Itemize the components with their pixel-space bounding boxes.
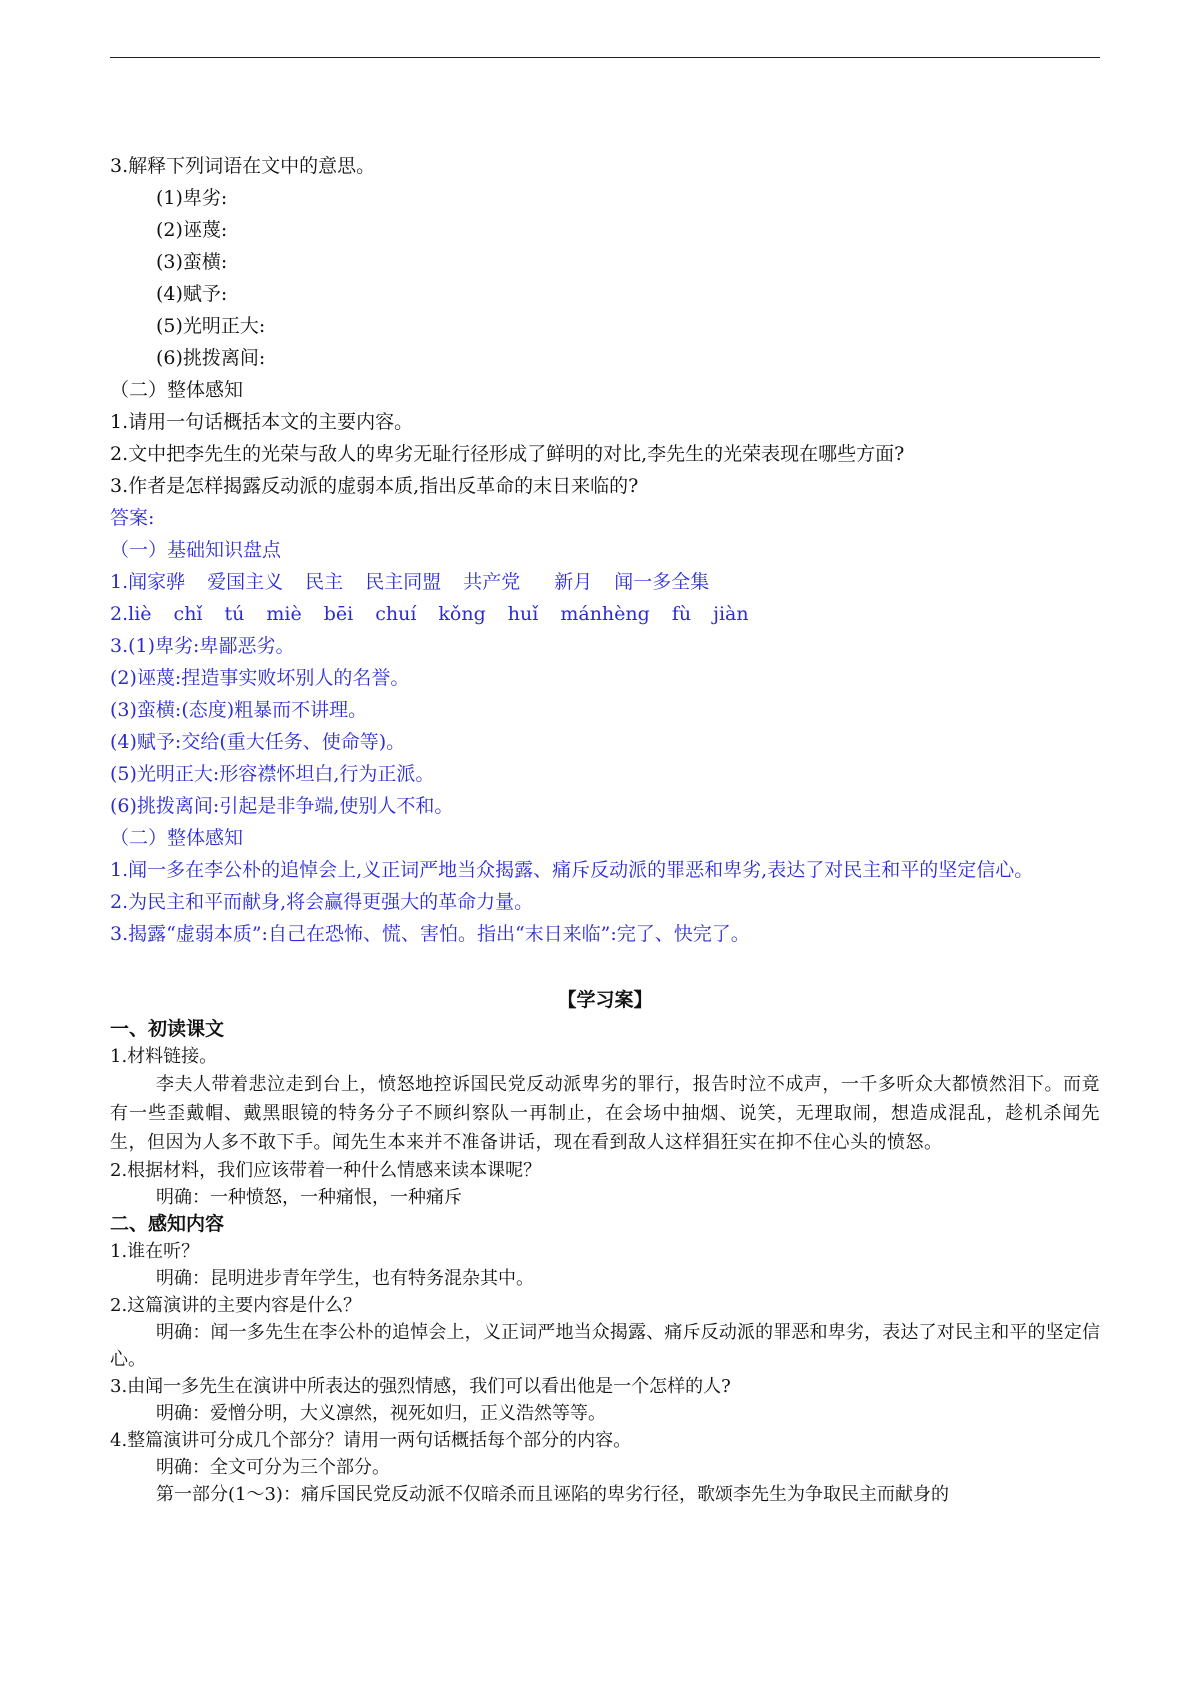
answer-word: 闻家骅 [128, 571, 186, 593]
answers-overall-heading: （二）整体感知 [110, 827, 244, 849]
pinyin: chǐ [173, 603, 203, 625]
answer-part1: 第一部分(1～3)：痛斥国民党反动派不仅暗杀而且诬陷的卑劣行径，歌颂李先生为争取民主而献身的 [156, 1484, 949, 1505]
section-heading: 二、感知内容 [110, 1213, 225, 1235]
question: 2.根据材料，我们应该带着一种什么情感来读本课呢？ [110, 1160, 542, 1181]
q3-item: (3)蛮横: [156, 251, 228, 273]
answers-basic-heading: （一）基础知识盘点 [110, 539, 282, 561]
part2-question: 2.文中把李先生的光荣与敌人的卑劣无耻行径形成了鲜明的对比,李先生的光荣表现在哪些方面? [110, 443, 905, 465]
header-rule [110, 57, 1100, 58]
q3-item: (2)诬蔑: [156, 219, 228, 241]
question: 2.这篇演讲的主要内容是什么？ [110, 1295, 362, 1316]
material-paragraph: 李夫人带着悲泣走到台上，愤怒地控诉国民党反动派卑劣的罪行，报告时泣不成声，一千多听众大都愤然泪下。而竟有一些歪戴帽、戴黑眼镜的特务分子不顾纠察队一再制止，在会场中抽烟、说笑，无理取闹，想造成混乱，趁机杀闻先生，但因为人多不敢下手。闻先生本来并不准备讲话，现在看到敌人这样猖狂实在抑不住心头的愤怒。 [110, 1074, 1100, 1153]
q3-item: (5)光明正大: [156, 315, 266, 337]
part2-question: 1.请用一句话概括本文的主要内容。 [110, 411, 414, 433]
answer-3-line: (4)赋予:交给(重大任务、使命等)。 [110, 731, 406, 753]
q3-title: 3.解释下列词语在文中的意思。 [110, 155, 376, 177]
section-heading: 一、初读课文 [110, 1018, 225, 1040]
answer-word: 新月 [554, 571, 593, 593]
answer-3-line: (3)蛮横:(态度)粗暴而不讲理。 [110, 699, 368, 721]
pinyin: mánhèng [560, 603, 650, 625]
part2-question: 3.作者是怎样揭露反动派的虚弱本质,指出反革命的末日来临的? [110, 475, 639, 497]
pinyin: liè [128, 603, 152, 625]
answer-word: 民主 [305, 571, 344, 593]
answer-1-prefix: 1. [110, 571, 129, 593]
q3-item: (1)卑劣: [156, 187, 228, 209]
answer-2-prefix: 2. [110, 603, 129, 625]
study-title: 【学习案】 [557, 989, 653, 1011]
answer-overall: 1.闻一多在李公朴的追悼会上,义正词严地当众揭露、痛斥反动派的罪恶和卑劣,表达了对民主和平的坚定信心。 [110, 859, 1034, 881]
pinyin: huǐ [507, 603, 539, 625]
content [110, 150, 1100, 1508]
pinyin: kǒng [438, 603, 486, 625]
answer-word: 共产党 [463, 571, 521, 593]
part2-heading: （二）整体感知 [110, 379, 244, 401]
pinyin: chuí [375, 603, 417, 625]
pinyin: jiàn [713, 603, 749, 625]
answer-3-line: (6)挑拨离间:引起是非争端,使别人不和。 [110, 795, 454, 817]
spacer [110, 950, 1100, 984]
question: 1.材料链接。 [110, 1046, 218, 1067]
answer: 明确：全文可分为三个部分。 [156, 1457, 390, 1478]
answers-label: 答案: [110, 507, 155, 529]
answer: 明确：一种愤怒，一种痛恨，一种痛斥 [156, 1187, 462, 1208]
pinyin: bēi [323, 603, 354, 625]
answer-2 [110, 598, 1100, 630]
answer-word: 闻一多全集 [614, 571, 710, 593]
q3-item: (6)挑拨离间: [156, 347, 266, 369]
question: 3.由闻一多先生在演讲中所表达的强烈情感，我们可以看出他是一个怎样的人? [110, 1376, 731, 1397]
q3-item: (4)赋予: [156, 283, 228, 305]
answer: 明确：昆明进步青年学生，也有特务混杂其中。 [156, 1268, 534, 1289]
answer: 明确：闻一多先生在李公朴的追悼会上，义正词严地当众揭露、痛斥反动派的罪恶和卑劣，表达了对民主和平的坚定信心。 [110, 1322, 1100, 1370]
question: 4.整篇演讲可分成几个部分？请用一两句话概括每个部分的内容。 [110, 1430, 632, 1451]
answer-3-line: (5)光明正大:形容襟怀坦白,行为正派。 [110, 763, 435, 785]
answer-3-line: 3.(1)卑劣:卑鄙恶劣。 [110, 635, 295, 657]
answer: 明确：爱憎分明，大义凛然，视死如归，正义浩然等等。 [156, 1403, 606, 1424]
answer-1 [110, 566, 1100, 598]
answer-word: 爱国主义 [207, 571, 284, 593]
question: 1.谁在听？ [110, 1241, 200, 1262]
answer-word: 民主同盟 [365, 571, 442, 593]
answer-overall: 2.为民主和平而献身,将会赢得更强大的革命力量。 [110, 891, 534, 913]
pinyin: fù [671, 603, 692, 625]
answer-3-line: (2)诬蔑:捏造事实败坏别人的名誉。 [110, 667, 410, 689]
pinyin: tú [224, 603, 245, 625]
answer-overall: 3.揭露“虚弱本质”:自己在恐怖、慌、害怕。指出“末日来临”:完了、快完了。 [110, 923, 750, 945]
pinyin: miè [266, 603, 302, 625]
